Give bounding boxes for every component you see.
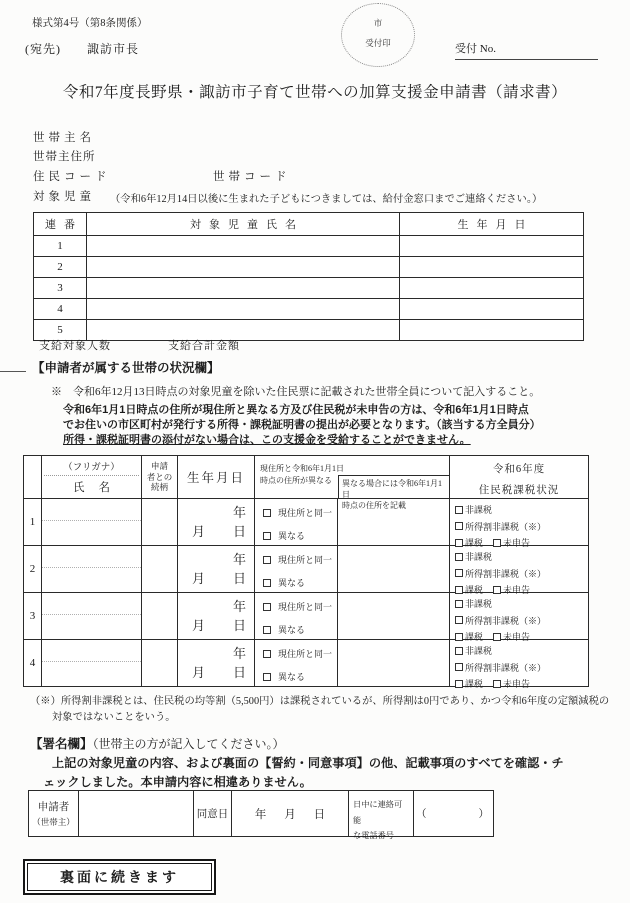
address-same-diff-cell <box>254 546 337 592</box>
different-address-label: 異なる <box>278 625 306 635</box>
different-address-label: 異なる <box>278 531 306 541</box>
relation-field[interactable] <box>141 640 177 686</box>
different-address-checkbox[interactable] <box>263 626 271 634</box>
child-birth-field[interactable] <box>399 236 583 256</box>
form-number: 様式第4号（第8条関係） <box>32 18 148 29</box>
taxed-label: 課税 <box>465 632 484 642</box>
year-label: 年 <box>232 646 246 661</box>
member-name-field[interactable] <box>41 499 141 545</box>
month-label: 月 <box>284 808 296 821</box>
taxed-label: 課税 <box>465 538 484 548</box>
applicant-sub-label: （世帯主） <box>32 817 75 827</box>
birthdate-field[interactable] <box>177 546 254 592</box>
row-number: 3 <box>57 282 63 294</box>
previous-address-field[interactable] <box>337 593 449 639</box>
confirmation-line1: 上記の対象児童の内容、および裏面の【誓約・同意事項】の他、記載事項のすべてを確認・チ <box>52 756 564 770</box>
receipt-stamp-circle <box>341 3 415 67</box>
table-row <box>34 235 583 256</box>
children-table <box>33 212 584 341</box>
status-header-tax <box>449 456 588 498</box>
address-entry-label <box>338 475 449 511</box>
address-same-diff-cell <box>254 499 337 545</box>
day-label: 日 <box>232 618 246 633</box>
income-portion-exempt-label: 所得割非課税（※） <box>465 615 547 626</box>
row-number: 2 <box>29 563 36 575</box>
address-same-diff-cell <box>254 640 337 686</box>
target-children-note: （令和6年12月14日以後に生まれた子どもにつきましては、給付金窓口までご連絡ください。） <box>110 194 543 205</box>
same-address-label: 現住所と同一 <box>278 602 333 612</box>
income-portion-exempt-label: 所得割非課税（※） <box>465 662 547 673</box>
row-number: 1 <box>29 516 36 528</box>
tax-footnote-line2: 対象ではないことをいう。 <box>52 712 176 723</box>
table-row <box>34 319 583 340</box>
tax-status-cell <box>449 593 588 642</box>
child-name-field[interactable] <box>86 236 399 256</box>
previous-address-field[interactable] <box>337 546 449 592</box>
row-number: 2 <box>57 261 63 273</box>
relation-label-l1: 申請 <box>150 461 168 472</box>
income-portion-exempt-checkbox[interactable] <box>455 522 463 530</box>
household-status-note2-line1: 令和6年1月1日時点の住所が現住所と異なる方及び住民税が未申告の方は、令和6年1月1日時点 <box>63 404 529 416</box>
same-address-checkbox[interactable] <box>263 509 271 517</box>
furigana-divider <box>44 475 139 476</box>
tax-status-cell <box>449 546 588 595</box>
status-row <box>24 545 588 595</box>
stamp-seal-label: 受付印 <box>365 38 391 48</box>
status-header-address <box>254 456 449 511</box>
same-address-label: 現住所と同一 <box>278 555 333 565</box>
income-portion-exempt-label: 所得割非課税（※） <box>465 568 547 579</box>
stamp-city-label: 市 <box>373 18 383 28</box>
furigana-divider <box>42 614 141 615</box>
income-portion-exempt-checkbox[interactable] <box>455 569 463 577</box>
addressee: (宛先) 諏訪市長 <box>25 42 139 56</box>
page-title: 令和7年度長野県・諏訪市子育て世帯への加算支援金申請書（請求書） <box>62 84 568 101</box>
undeclared-label: 未申告 <box>503 538 531 548</box>
applicant-signature-field[interactable] <box>78 791 193 836</box>
day-label: 日 <box>232 571 246 586</box>
tax-exempt-checkbox[interactable] <box>455 506 463 514</box>
same-address-checkbox[interactable] <box>263 603 271 611</box>
address-same-diff-cell <box>254 593 337 639</box>
children-header-no: 連番 <box>45 219 83 231</box>
tax-status-cell <box>449 499 588 548</box>
relation-label-l2: 者との <box>146 471 173 482</box>
taxed-label: 課税 <box>465 585 484 595</box>
same-address-checkbox[interactable] <box>263 650 271 658</box>
phone-number-field[interactable]: （ ） <box>413 791 493 836</box>
status-header-name <box>41 456 141 498</box>
total-amount-label: 支給合計金額 <box>168 340 240 352</box>
birthdate-field[interactable] <box>177 640 254 686</box>
recipient-count-label: 支給対象人数 <box>39 340 111 352</box>
year-label: 年 <box>232 599 246 614</box>
month-label: 月 <box>192 524 206 539</box>
household-head-name-label: 世帯主名 <box>33 132 95 144</box>
row-number: 4 <box>29 657 36 669</box>
taxed-label: 課税 <box>465 679 484 689</box>
tax-exempt-label: 非課税 <box>465 552 493 562</box>
receipt-number-field[interactable]: 受付 No. <box>455 40 598 60</box>
name-label: 氏名 <box>73 482 124 494</box>
child-name-field[interactable] <box>86 257 399 277</box>
tax-footnote-line1: （※）所得割非課税とは、住民税の均等割（5,500円）は課税されているが、所得割は0円であり、かつ令和6年度の定額減税の <box>30 696 610 707</box>
undeclared-label: 未申告 <box>503 585 531 595</box>
birthdate-field[interactable] <box>177 499 254 545</box>
phone-label-l1: 日中に連絡可能 <box>353 800 403 825</box>
member-name-field[interactable] <box>41 593 141 639</box>
undeclared-label: 未申告 <box>503 632 531 642</box>
table-row <box>34 298 583 319</box>
address-diff-l1: 現住所と令和6年1月1日 <box>260 464 344 473</box>
child-birth-field[interactable] <box>399 320 583 340</box>
undeclared-label: 未申告 <box>503 679 531 689</box>
year-label: 年 <box>232 505 246 520</box>
children-header-birth: 生年月日 <box>399 213 583 235</box>
relation-field[interactable] <box>141 593 177 639</box>
different-address-checkbox[interactable] <box>263 532 271 540</box>
tax-exempt-checkbox[interactable] <box>455 553 463 561</box>
resident-code-label: 住民コード <box>33 171 111 183</box>
birthdate-field[interactable] <box>177 593 254 639</box>
previous-address-field[interactable] <box>337 640 449 686</box>
signature-table <box>28 790 494 841</box>
continue-box-text: 裏面に続きます <box>27 863 212 891</box>
child-birth-field[interactable] <box>399 299 583 319</box>
signature-heading <box>30 734 285 752</box>
income-portion-exempt-checkbox[interactable] <box>455 663 463 671</box>
applicant-label: 申請者 <box>37 802 70 813</box>
year-label: 年 <box>254 808 267 821</box>
consent-date-field[interactable] <box>231 791 348 836</box>
household-status-note1: ※ 令和6年12月13日時点の対象児童を除いた住民票に記載された世帯全員について記入すること。 <box>51 386 541 398</box>
member-name-field[interactable] <box>41 546 141 592</box>
household-status-heading: 【申請者が属する世帯の状況欄】 <box>32 361 220 375</box>
day-label: 日 <box>232 665 246 680</box>
household-status-table <box>23 455 589 687</box>
member-name-field[interactable] <box>41 640 141 686</box>
consent-date-label: 同意日 <box>193 791 231 836</box>
income-portion-exempt-checkbox[interactable] <box>455 616 463 624</box>
address-entry-l1: 異なる場合には令和6年1月1日 <box>342 479 442 500</box>
status-header-number <box>24 456 41 498</box>
month-label: 月 <box>192 618 206 633</box>
signature-heading-title: 【署名欄】 <box>30 737 93 751</box>
fold-mark <box>0 371 26 372</box>
furigana-divider <box>42 567 141 568</box>
address-entry-l2: 時点の住所を記載 <box>342 501 406 511</box>
relation-label-l3: 続柄 <box>150 482 168 493</box>
same-address-label: 現住所と同一 <box>278 649 333 659</box>
child-name-field[interactable] <box>86 299 399 319</box>
year-label: 年 <box>232 552 246 567</box>
tax-exempt-checkbox[interactable] <box>455 600 463 608</box>
household-status-note2-line2: でお住いの市区町村が発行する所得・課税証明書の提出が必要となります。（該当する方全員分） <box>63 419 541 431</box>
tax-exempt-label: 非課税 <box>465 505 493 515</box>
row-number: 4 <box>57 303 63 315</box>
status-row <box>24 639 588 689</box>
day-label: 日 <box>313 808 326 821</box>
household-code-label: 世帯コード <box>213 171 291 183</box>
address-diff-label <box>260 463 344 487</box>
applicant-label-cell <box>29 791 78 836</box>
target-children-label: 対象児童 <box>33 191 95 203</box>
tax-exempt-label: 非課税 <box>465 646 493 656</box>
tax-year-label: 令和6年度 <box>492 464 546 475</box>
child-birth-field[interactable] <box>399 278 583 298</box>
signature-heading-note: （世帯主の方が記入してください。） <box>92 737 285 751</box>
furigana-label: （フリガナ） <box>63 463 120 473</box>
different-address-checkbox[interactable] <box>263 673 271 681</box>
same-address-label: 現住所と同一 <box>278 508 333 518</box>
confirmation-line2: ェックしました。本申請内容に相違ありません。 <box>43 775 312 789</box>
household-head-address-label: 世帯主住所 <box>33 151 96 163</box>
children-header-name: 対象児童氏名 <box>86 213 399 235</box>
different-address-label: 異なる <box>278 672 306 682</box>
table-row <box>34 256 583 277</box>
relation-field[interactable] <box>141 546 177 592</box>
address-diff-l2: 時点の住所が異なる <box>260 476 332 485</box>
phone-label-l2: な電話番号 <box>353 831 394 841</box>
furigana-divider <box>42 520 141 521</box>
tax-status-cell <box>449 640 588 689</box>
income-portion-exempt-label: 所得割非課税（※） <box>465 521 547 532</box>
status-row <box>24 498 588 548</box>
child-name-field[interactable] <box>86 320 399 340</box>
phone-label-cell <box>348 791 413 841</box>
relation-field[interactable] <box>141 499 177 545</box>
tax-exempt-label: 非課税 <box>465 599 493 609</box>
table-row <box>34 277 583 298</box>
different-address-label: 異なる <box>278 578 306 588</box>
undeclared-checkbox[interactable] <box>493 680 501 688</box>
tax-exempt-checkbox[interactable] <box>455 647 463 655</box>
status-row <box>24 592 588 642</box>
row-number: 1 <box>57 240 63 252</box>
row-number: 3 <box>29 610 36 622</box>
row-number: 5 <box>57 324 63 336</box>
status-header-relation <box>141 456 177 498</box>
status-header-birth: 生年月日 <box>177 456 254 498</box>
furigana-divider <box>42 661 141 662</box>
day-label: 日 <box>232 524 246 539</box>
different-address-checkbox[interactable] <box>263 579 271 587</box>
child-name-field[interactable] <box>86 278 399 298</box>
tax-status-label: 住民税課税状況 <box>478 485 560 496</box>
child-birth-field[interactable] <box>399 257 583 277</box>
taxed-checkbox[interactable] <box>455 680 463 688</box>
household-status-note3: 所得・課税証明書の添付がない場合は、この支援金を受給することができません。 <box>63 434 471 446</box>
same-address-checkbox[interactable] <box>263 556 271 564</box>
continue-box <box>23 859 216 895</box>
month-label: 月 <box>192 571 206 586</box>
month-label: 月 <box>192 665 206 680</box>
